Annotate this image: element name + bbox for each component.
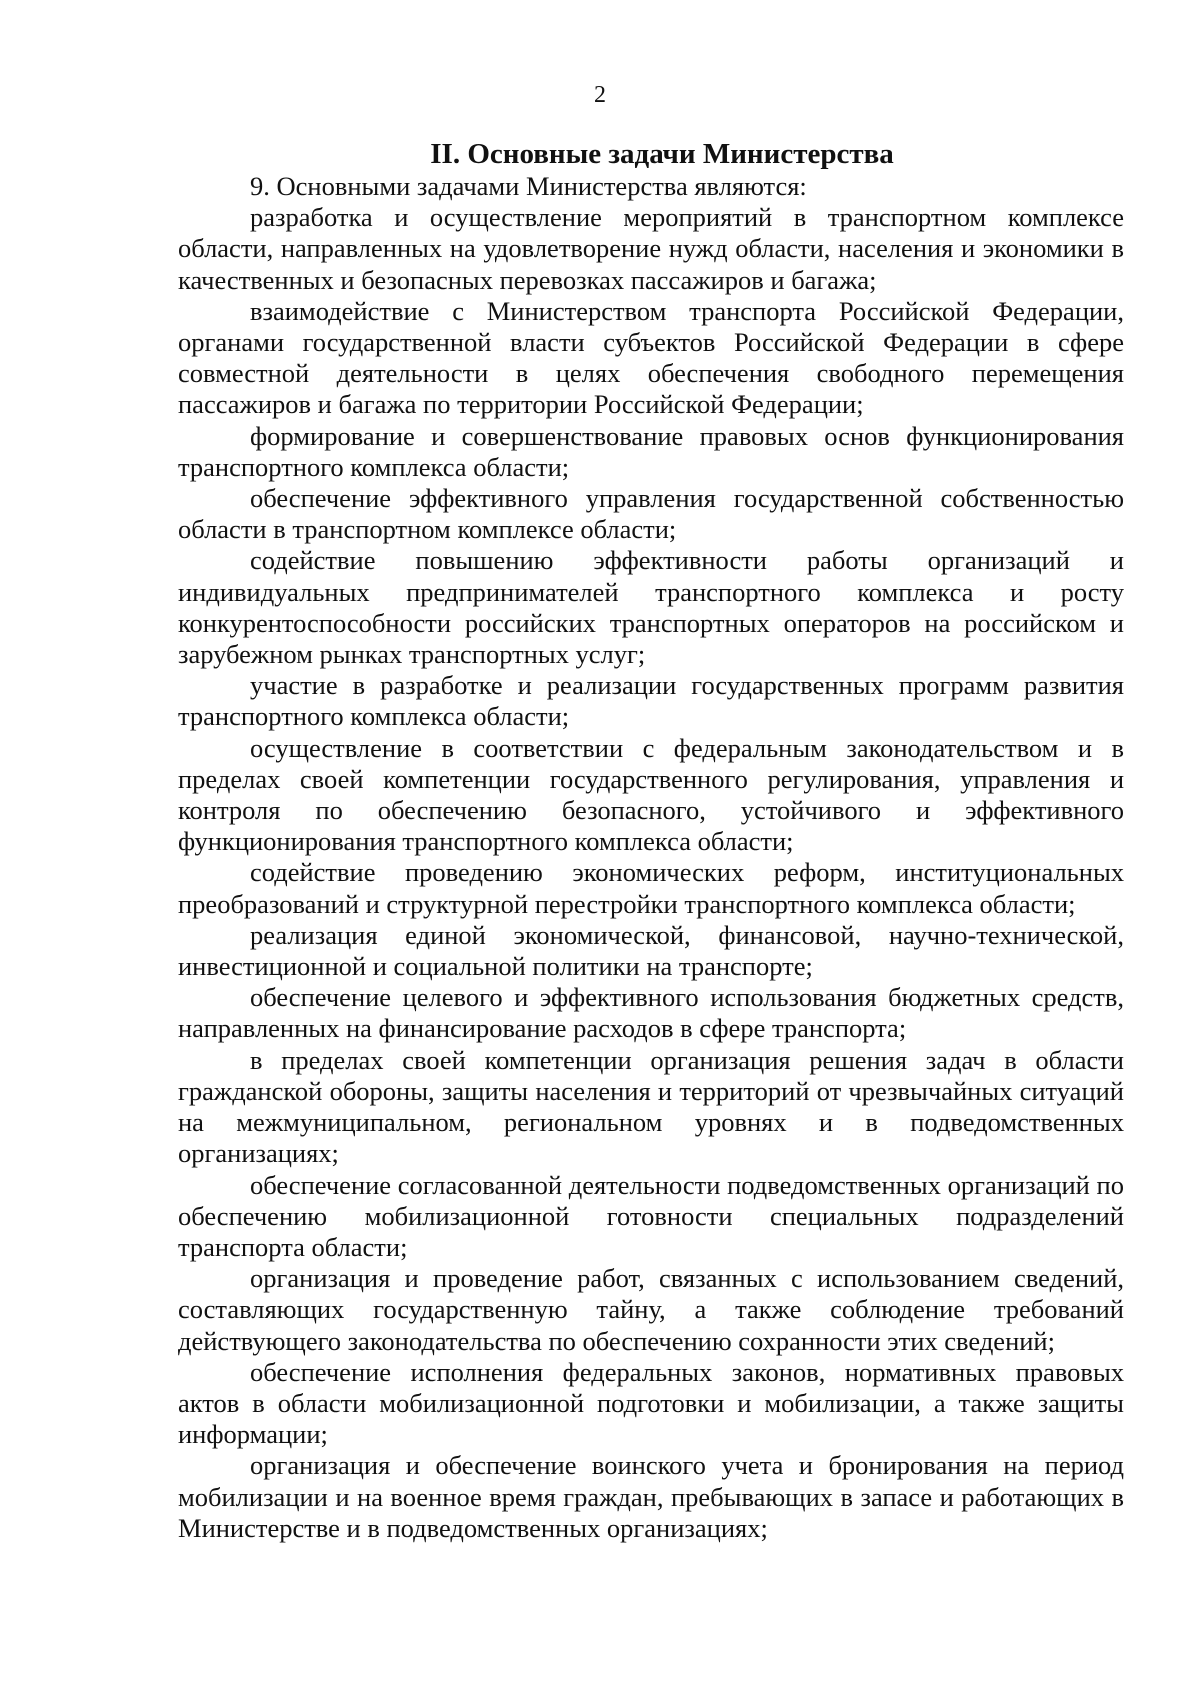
section-title: II. Основные задачи Министерства <box>430 138 894 170</box>
paragraph: содействие проведению экономических реформ, институциональных преобразований и структурной перестройки транспортного комплекса области; <box>178 857 1124 919</box>
page-number: 2 <box>594 82 606 108</box>
paragraph: в пределах своей компетенции организация решения задач в области гражданской обороны, защиты населения и территорий от чрезвычайных ситуаций на межмуниципальном, региональном уровнях и в подведомственных организациях; <box>178 1044 1124 1169</box>
paragraph: осуществление в соответствии с федеральным законодательством и в пределах своей компетенции государственного регулирования, управления и контроля по обеспечению безопасного, устойчивого и эффективного функционирования транспортного комплекса области; <box>178 732 1124 857</box>
paragraph: обеспечение эффективного управления государственной собственностью области в транспортном комплексе области; <box>178 483 1124 545</box>
paragraph: разработка и осуществление мероприятий в транспортном комплексе области, направленных на удовлетворение нужд области, населения и экономики в качественных и безопасных перевозках пассажиров и багажа; <box>178 202 1124 295</box>
paragraph-intro: 9. Основными задачами Министерства являются: <box>250 171 807 201</box>
paragraph: обеспечение согласованной деятельности подведомственных организаций по обеспечению мобилизационной готовности специальных подразделений транспорта области; <box>178 1169 1124 1262</box>
paragraph: формирование и совершенствование правовых основ функционирования транспортного комплекса области; <box>178 420 1124 482</box>
paragraph: участие в разработке и реализации государственных программ развития транспортного комплекса области; <box>178 670 1124 732</box>
document-body <box>178 171 1124 1544</box>
paragraph: организация и обеспечение воинского учета и бронирования на период мобилизации и на военное время граждан, пребывающих в запасе и работающих в Министерстве и в подведомственных организациях; <box>178 1450 1124 1543</box>
paragraph: содействие повышению эффективности работы организаций и индивидуальных предпринимателей транспортного комплекса и росту конкурентоспособности российских транспортных операторов на российском и зарубежном рынках транспортных услуг; <box>178 545 1124 670</box>
paragraph: обеспечение целевого и эффективного использования бюджетных средств, направленных на финансирование расходов в сфере транспорта; <box>178 982 1124 1044</box>
paragraph: взаимодействие с Министерством транспорта Российской Федерации, органами государственной власти субъектов Российской Федерации в сфере совместной деятельности в целях обеспечения свободного перемещения пассажиров и багажа по территории Российской Федерации; <box>178 295 1124 420</box>
paragraph: обеспечение исполнения федеральных законов, нормативных правовых актов в области мобилизационной подготовки и мобилизации, а также защиты информации; <box>178 1356 1124 1450</box>
paragraph: организация и проведение работ, связанных с использованием сведений, составляющих государственную тайну, а также соблюдение требований действующего законодательства по обеспечению сохранности этих сведений; <box>178 1263 1124 1356</box>
paragraph: реализация единой экономической, финансовой, научно-технической, инвестиционной и социальной политики на транспорте; <box>178 919 1124 982</box>
